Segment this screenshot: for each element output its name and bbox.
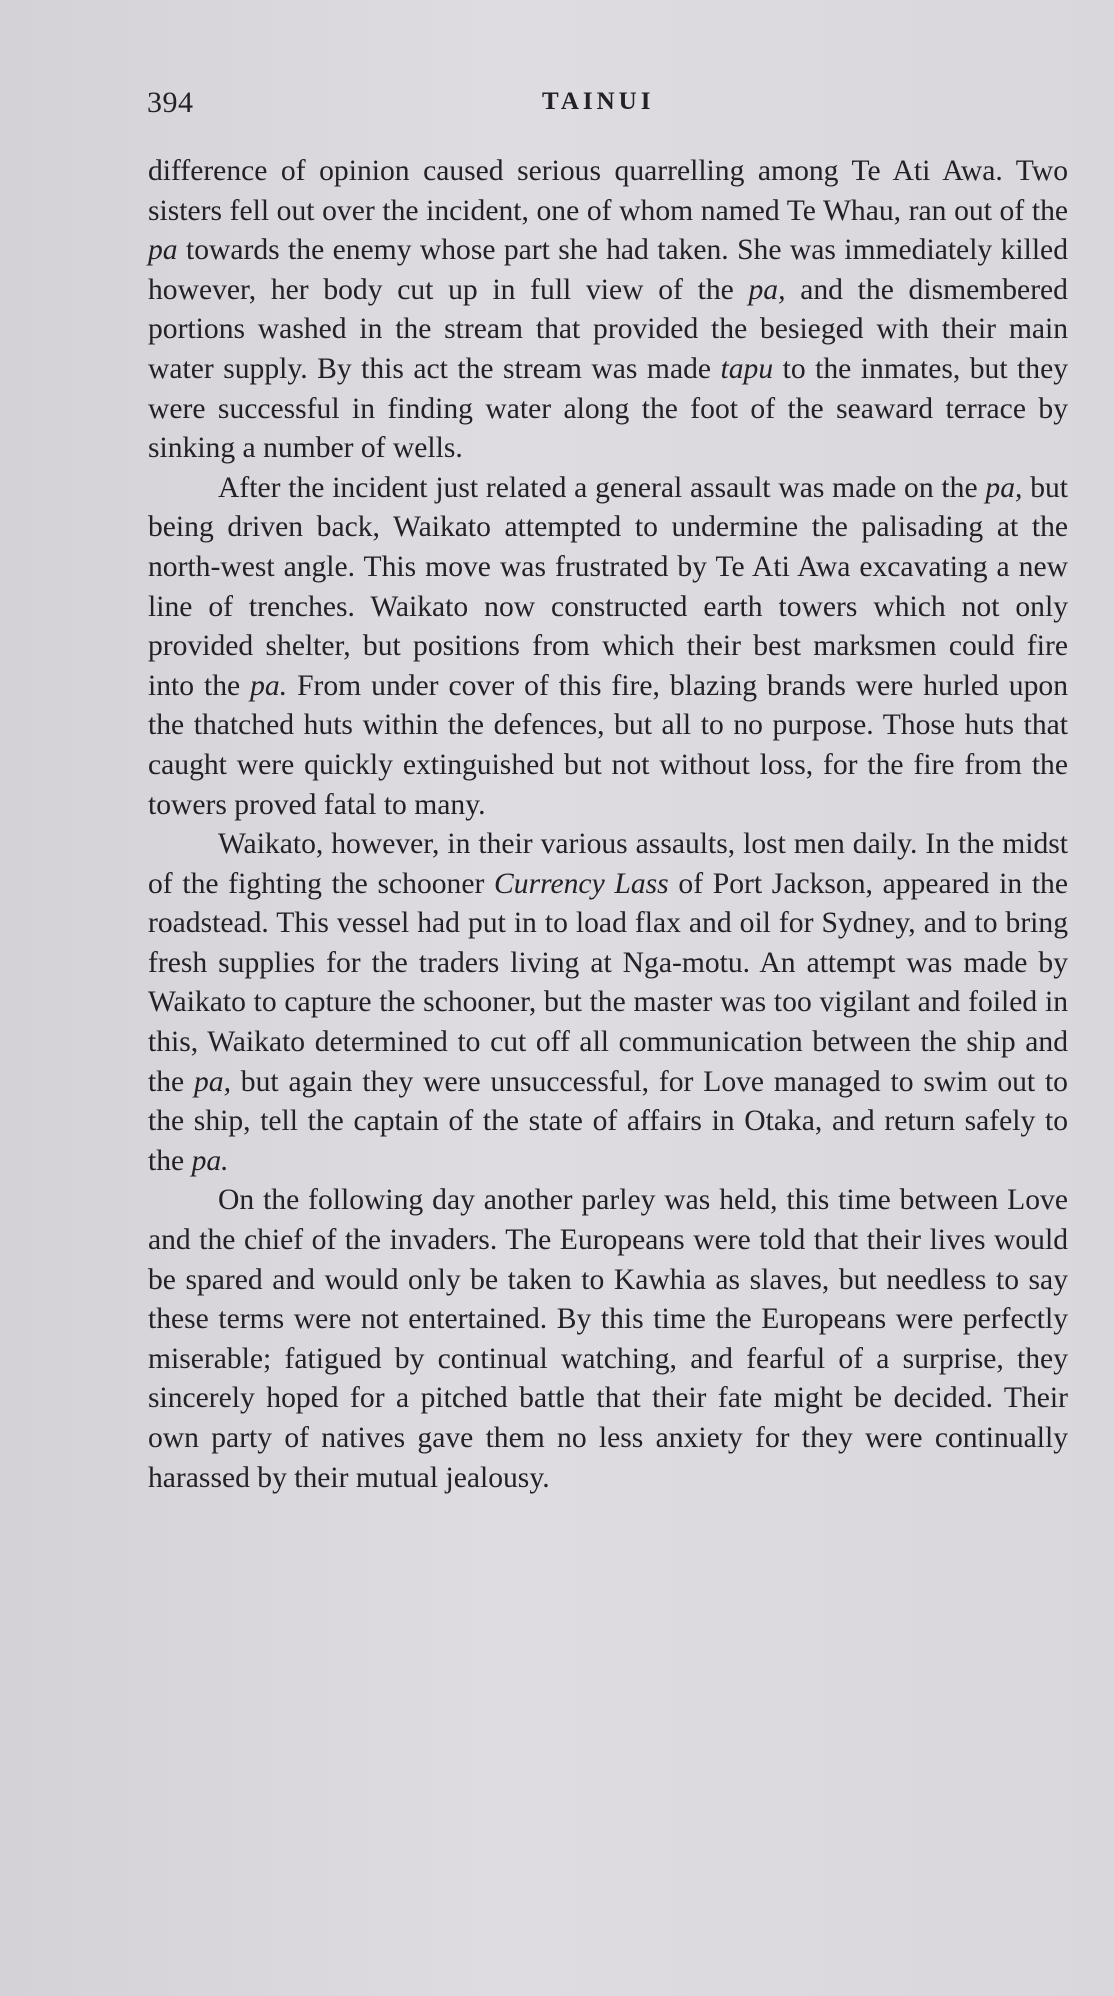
text-run: On the following day another parley was held, this time between Love and the chief of the invaders. The Europeans were told that their lives would be spared and would only be taken to Kawhia as slaves, but needless to say these terms were not entertained. By this time the Europeans were perfectly miserable; fatigued by continual watching, and fearful of a surprise, they sincerely hoped for a pitched battle that their fate might be decided. Their own party of natives gave them no less anxiety for they were continually harassed by their mutual jealousy.	[148, 1184, 1068, 1494]
text-run: and the dismembered portions washed in the stream that provided the besieged with their main water supply. By this act the stream was made	[148, 273, 1068, 385]
running-head	[147, 86, 1067, 126]
text-run: From under cover of this fire, blazing brands were hurled upon the thatched huts within the defences, but all to no purpose. Those huts that caught were quickly extinguished but not without loss, for the fire from the towers proved fatal to many.	[148, 669, 1068, 821]
italic-term: tapu	[720, 352, 774, 385]
text-run: but again they were unsuccessful, for Love managed to swim out to the ship, tell the captain of the state of affairs in Otaka, and return safely to the	[148, 1065, 1068, 1177]
text-run: but being driven back, Waikato attempted to undermine the palisading at the north-west angle. This move was frustrated by Te Ati Awa excavating a new line of trenches. Waikato now constructed earth towers which not only provided shelter, but positions from which their best marksmen could fire into the	[148, 471, 1069, 702]
paragraph	[148, 825, 1068, 1181]
italic-term: pa.	[191, 1144, 229, 1177]
text-run: to the inmates, but they were successful in finding water along the foot of the seaward terrace by sinking a number of wells.	[148, 352, 1068, 465]
italic-term: pa,	[985, 471, 1023, 504]
italic-term: Currency Lass	[494, 867, 669, 900]
paragraph	[148, 152, 1068, 469]
text-run: After the incident just related a general assault was made on the	[218, 471, 986, 504]
text-run: of Port Jackson, appeared in the roadstead. This vessel had put in to load flax and oil for Sydney, and to bring fresh supplies for the traders living at Nga-motu. An attempt was made by Waikato to capture the schooner, but the master was too vigilant and foiled in this, Waikato determined to cut off all communication between the ship and the	[148, 867, 1068, 1098]
running-title: TAINUI	[542, 88, 655, 115]
text-run: Waikato, however, in their various assaults, lost men daily. In the midst of the fighting the schooner	[148, 828, 1068, 900]
page-number: 394	[147, 86, 194, 119]
paragraph	[148, 1181, 1068, 1498]
body-text	[148, 152, 1068, 1498]
text-run: towards the enemy whose part she had taken. She was immediately killed however, her body cut up in full view of the	[148, 234, 1068, 306]
italic-term: pa.	[250, 669, 288, 702]
paragraph	[148, 469, 1068, 825]
italic-term: pa	[148, 234, 178, 267]
italic-term: pa,	[193, 1065, 231, 1098]
text-run: difference of opinion caused serious quarrelling among Te Ati Awa. Two sisters fell out over the incident, one of whom named Te Whau, ran out of the	[148, 155, 1068, 227]
italic-term: pa,	[748, 273, 786, 306]
